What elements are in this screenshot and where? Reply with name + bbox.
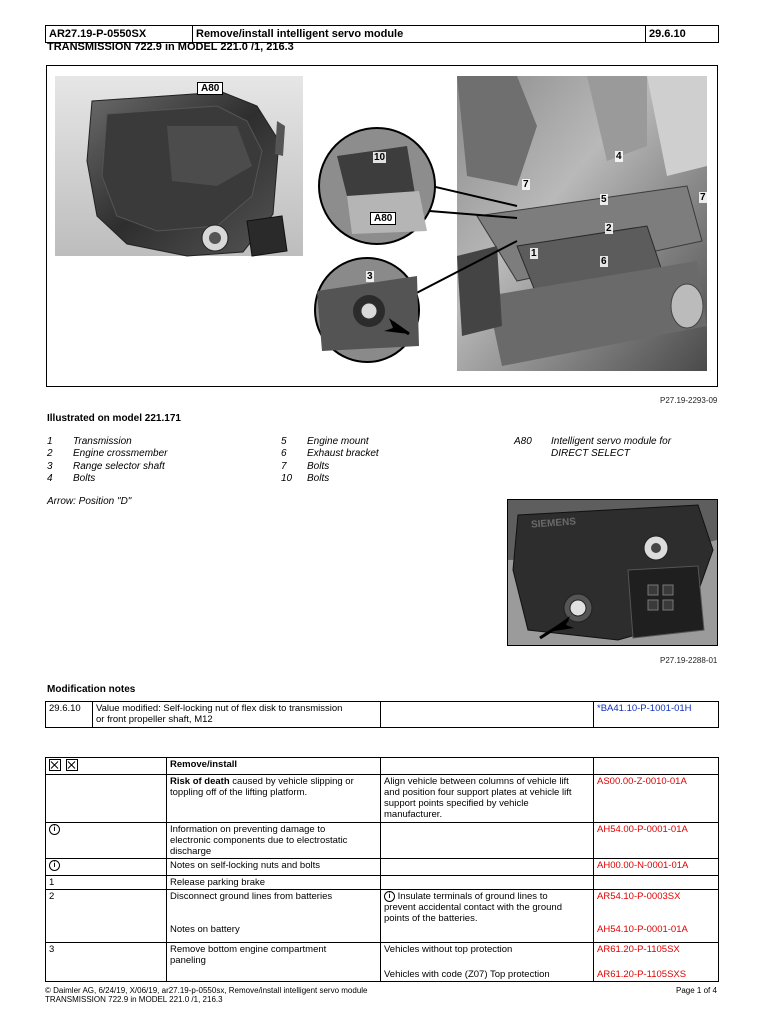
figure2-ref: P27.19-2288-01	[660, 656, 718, 665]
callout-10: 10	[374, 152, 386, 163]
modification-heading: Modification notes	[47, 684, 136, 695]
info-icon: i	[49, 824, 60, 835]
legend-num: 1	[47, 436, 53, 447]
install-icon	[66, 759, 78, 771]
doc-link[interactable]: AH54.10-P-0001-01A	[597, 924, 688, 935]
legend-num: 4	[47, 473, 53, 484]
callout-1: 1	[531, 248, 537, 259]
legend-num: 7	[281, 461, 287, 472]
legend-text: DIRECT SELECT	[551, 448, 630, 459]
doc-link[interactable]: AR61.20-P-1105SXS	[597, 969, 687, 980]
doc-link[interactable]: AR54.10-P-0003SX	[597, 891, 681, 902]
footer	[45, 986, 368, 1004]
mod-text	[93, 702, 381, 728]
mod-link[interactable]: *BA41.10-P-1001-01H	[594, 702, 719, 728]
remove-icon	[49, 759, 61, 771]
footer-line: TRANSMISSION 722.9 in MODEL 221.0 /1, 216.3	[45, 995, 223, 1004]
legend-num: 3	[47, 461, 53, 472]
doc-link[interactable]: AH54.00-P-0001-01A	[594, 823, 719, 859]
info-icon: i	[384, 891, 395, 902]
siemens-logo: SIEMENS	[530, 516, 577, 531]
mod-empty	[381, 702, 594, 728]
arrow-note: Arrow: Position "D"	[47, 496, 132, 507]
legend-text: Transmission	[73, 436, 132, 447]
steps-table	[45, 757, 719, 982]
info-icon: i	[49, 860, 60, 871]
legend-text: Bolts	[307, 473, 330, 484]
doc-title: Remove/install intelligent servo module	[193, 26, 646, 43]
doc-subtitle: TRANSMISSION 722.9 in MODEL 221.0 /1, 216.3	[47, 41, 294, 53]
mod-text-line: or front propeller shaft, M12	[96, 714, 213, 725]
legend-text: Bolts	[307, 461, 330, 472]
legend-num: 2	[47, 448, 53, 459]
table-row: i Notes on self-locking nuts and bolts AH00.00-N-0001-01A	[46, 859, 719, 876]
doc-date: 29.6.10	[646, 26, 719, 43]
legend-num: A80	[514, 436, 532, 447]
callout-6: 6	[601, 256, 607, 267]
callout-7-left: 7	[523, 179, 529, 190]
legend-text: Range selector shaft	[73, 461, 165, 472]
callout-7-right: 7	[700, 192, 706, 203]
legend-text: Bolts	[73, 473, 96, 484]
table-row: 1 Release parking brake	[46, 876, 719, 890]
table-row: 2 Disconnect ground lines from batteries Notes on battery i Insulate terminals of ground lines to prevent accidental contact with the ground points of the batteries. AR54.10-P-0003SX AH54.10-P-0001-01A	[46, 890, 719, 943]
callout-4: 4	[616, 151, 622, 162]
table-row: Risk of death caused by vehicle slipping or toppling off of the lifting platform. Align vehicle between columns of vehicle lift and position four support plates at vehicle lift support points specified by vehicle manufacturer. AS00.00-Z-0010-01A	[46, 775, 719, 823]
legend-text: Intelligent servo module for	[551, 436, 672, 447]
danger-label: Risk of death	[170, 776, 230, 787]
callout-5: 5	[601, 194, 607, 205]
modification-table	[45, 701, 719, 728]
legend-text: Exhaust bracket	[307, 448, 379, 459]
legend-text: Engine crossmember	[73, 448, 168, 459]
callout-3: 3	[367, 271, 373, 282]
steps-heading: Remove/install	[167, 758, 381, 775]
legend-num: 6	[281, 448, 287, 459]
mod-text-line: Value modified: Self-locking nut of flex disk to transmission	[96, 703, 343, 714]
doc-link[interactable]: AR61.20-P-1105SX	[597, 944, 680, 955]
steps-header-icons	[46, 758, 167, 775]
doc-link[interactable]: AH00.00-N-0001-01A	[594, 859, 719, 876]
page-number: Page 1 of 4	[676, 986, 717, 995]
callout-a80-detail: A80	[370, 212, 396, 225]
footer-line: © Daimler AG, 6/24/19, X/06/19, ar27.19-p-0550sx, Remove/install intelligent servo module	[45, 986, 368, 995]
legend	[0, 0, 768, 500]
mod-date: 29.6.10	[46, 702, 93, 728]
legend-num: 10	[281, 473, 293, 484]
figure1-ref: P27.19-2293-09	[660, 396, 718, 405]
doc-id: AR27.19-P-0550SX	[46, 26, 193, 43]
detail-figure	[507, 499, 718, 646]
doc-link[interactable]: AS00.00-Z-0010-01A	[594, 775, 719, 823]
callout-2: 2	[606, 223, 612, 234]
table-row: 3 Remove bottom engine compartment paneling Vehicles without top protection Vehicles with code (Z07) Top protection AR61.20-P-1105SX AR61.20-P-1105SXS	[46, 943, 719, 982]
callout-a80-top: A80	[197, 82, 223, 95]
table-row: i Information on preventing damage to electronic components due to electrostatic discharge AH54.00-P-0001-01A	[46, 823, 719, 859]
legend-num: 5	[281, 436, 287, 447]
illustrated-on: Illustrated on model 221.171	[47, 413, 181, 424]
legend-text: Engine mount	[307, 436, 369, 447]
